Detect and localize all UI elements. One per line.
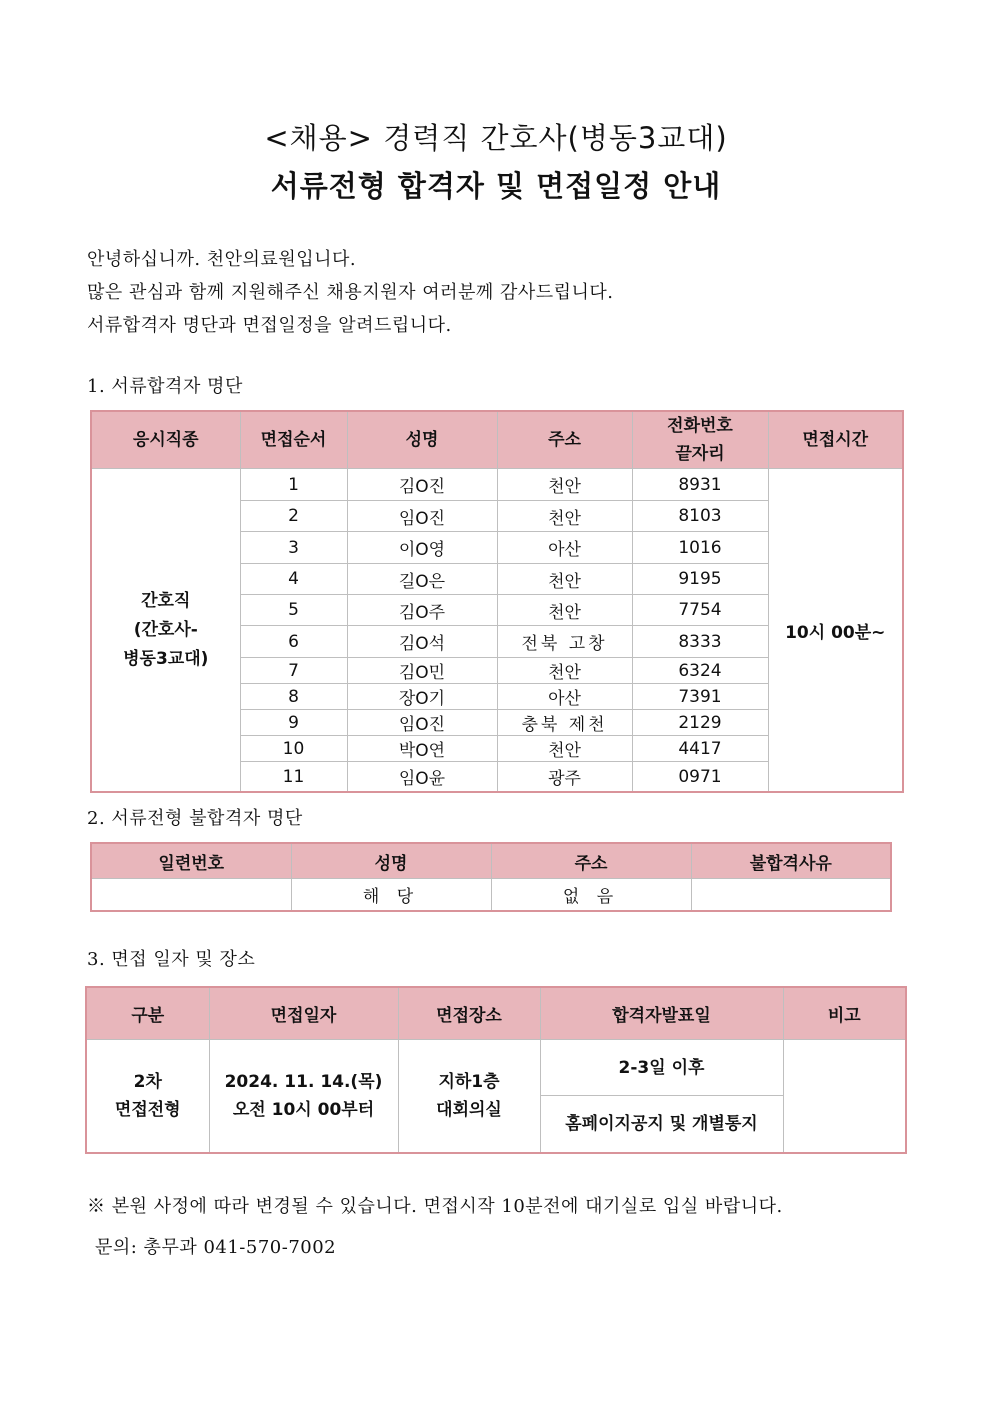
header-reason: 불합격사유	[691, 843, 891, 879]
cell-address: 천안	[497, 469, 632, 501]
cell-name: 임O진	[347, 710, 497, 736]
cell-type	[86, 1040, 209, 1154]
cell-phone: 6324	[632, 658, 768, 684]
header-note: 비고	[783, 987, 906, 1040]
section1-heading: 1. 서류합격자 명단	[87, 376, 243, 397]
cell-interview-time: 10시 00분~	[768, 469, 903, 793]
header-address: 주소	[491, 843, 691, 879]
header-type: 구분	[86, 987, 209, 1040]
cell-name: 김O진	[347, 469, 497, 501]
header-phone: 전화번호 끝자리	[632, 411, 768, 469]
cell-order: 11	[240, 762, 347, 793]
date-line: 2024. 11. 14.(목)	[224, 1072, 383, 1092]
intro-text	[87, 243, 614, 342]
cell-reason	[691, 879, 891, 912]
cell-announce-2: 홈페이지공지 및 개별통지	[540, 1096, 783, 1154]
interview-schedule-table	[85, 986, 907, 1154]
cell-order: 6	[240, 626, 347, 658]
table-row	[86, 1040, 906, 1096]
cell-name: 임O윤	[347, 762, 497, 793]
table-row	[91, 469, 903, 501]
cell-order: 1	[240, 469, 347, 501]
table-header-row	[91, 411, 903, 469]
footer-contact: 문의: 총무과 041-570-7002	[95, 1237, 337, 1258]
cell-announce-1: 2-3일 이후	[540, 1040, 783, 1096]
cell-place	[398, 1040, 540, 1154]
cell-date	[209, 1040, 398, 1154]
cell-phone: 8931	[632, 469, 768, 501]
cell-order: 5	[240, 595, 347, 626]
cell-name: 김O석	[347, 626, 497, 658]
cell-phone: 8333	[632, 626, 768, 658]
type-line: 면접전형	[114, 1100, 181, 1120]
cell-name: 임O진	[347, 501, 497, 532]
cell-address: 천안	[497, 595, 632, 626]
header-place: 면접장소	[398, 987, 540, 1040]
footer-notice: ※ 본원 사정에 따라 변경될 수 있습니다. 면접시작 10분전에 대기실로 입실 바랍니다.	[87, 1196, 783, 1217]
date-line: 오전 10시 00부터	[232, 1100, 375, 1120]
cell-order: 8	[240, 684, 347, 710]
type-line: 2차	[133, 1072, 162, 1092]
cell-name: 김O민	[347, 658, 497, 684]
section2-heading: 2. 서류전형 불합격자 명단	[87, 808, 303, 829]
cell-phone: 2129	[632, 710, 768, 736]
cell-job	[91, 469, 240, 793]
cell-serial	[91, 879, 291, 912]
cell-phone: 0971	[632, 762, 768, 793]
header-order: 면접순서	[240, 411, 347, 469]
cell-address: 없 음	[491, 879, 691, 912]
cell-address: 광주	[497, 762, 632, 793]
table-header-row	[91, 843, 891, 879]
intro-line: 안녕하십니까. 천안의료원입니다.	[87, 249, 357, 270]
job-line: (간호사-	[133, 619, 198, 640]
cell-name: 김O주	[347, 595, 497, 626]
place-line: 대회의실	[436, 1100, 502, 1120]
cell-order: 3	[240, 532, 347, 564]
cell-phone: 8103	[632, 501, 768, 532]
cell-name: 박O연	[347, 736, 497, 762]
cell-address: 천안	[497, 564, 632, 595]
header-job: 응시직종	[91, 411, 240, 469]
cell-name: 장O기	[347, 684, 497, 710]
failed-applicants-table	[90, 842, 892, 912]
cell-phone: 1016	[632, 532, 768, 564]
cell-note	[783, 1040, 906, 1154]
cell-address: 천안	[497, 658, 632, 684]
cell-address: 아산	[497, 532, 632, 564]
header-time: 면접시간	[768, 411, 903, 469]
cell-name: 길O은	[347, 564, 497, 595]
cell-address: 충북 제천	[497, 710, 632, 736]
passed-applicants-table	[90, 410, 904, 793]
cell-order: 4	[240, 564, 347, 595]
place-line: 지하1층	[438, 1072, 500, 1092]
cell-name: 이O영	[347, 532, 497, 564]
cell-order: 7	[240, 658, 347, 684]
cell-phone: 7754	[632, 595, 768, 626]
cell-address: 아산	[497, 684, 632, 710]
cell-address: 전북 고창	[497, 626, 632, 658]
header-name: 성명	[291, 843, 491, 879]
section3-heading: 3. 면접 일자 및 장소	[87, 949, 256, 970]
job-line: 간호직	[141, 590, 191, 611]
cell-order: 2	[240, 501, 347, 532]
job-line: 병동3교대)	[123, 648, 209, 669]
cell-order: 9	[240, 710, 347, 736]
cell-name: 해 당	[291, 879, 491, 912]
document-title-line1: <채용> 경력직 간호사(병동3교대)	[264, 121, 728, 155]
cell-address: 천안	[497, 736, 632, 762]
cell-phone: 7391	[632, 684, 768, 710]
cell-phone: 9195	[632, 564, 768, 595]
table-header-row	[86, 987, 906, 1040]
intro-line: 서류합격자 명단과 면접일정을 알려드립니다.	[87, 315, 452, 336]
header-announce: 합격자발표일	[540, 987, 783, 1040]
cell-address: 천안	[497, 501, 632, 532]
document-title-line2: 서류전형 합격자 및 면접일정 안내	[270, 169, 722, 203]
cell-order: 10	[240, 736, 347, 762]
header-name: 성명	[347, 411, 497, 469]
table-row	[91, 879, 891, 912]
intro-line: 많은 관심과 함께 지원해주신 채용지원자 여러분께 감사드립니다.	[87, 282, 614, 303]
header-serial: 일련번호	[91, 843, 291, 879]
cell-phone: 4417	[632, 736, 768, 762]
header-address: 주소	[497, 411, 632, 469]
header-date: 면접일자	[209, 987, 398, 1040]
